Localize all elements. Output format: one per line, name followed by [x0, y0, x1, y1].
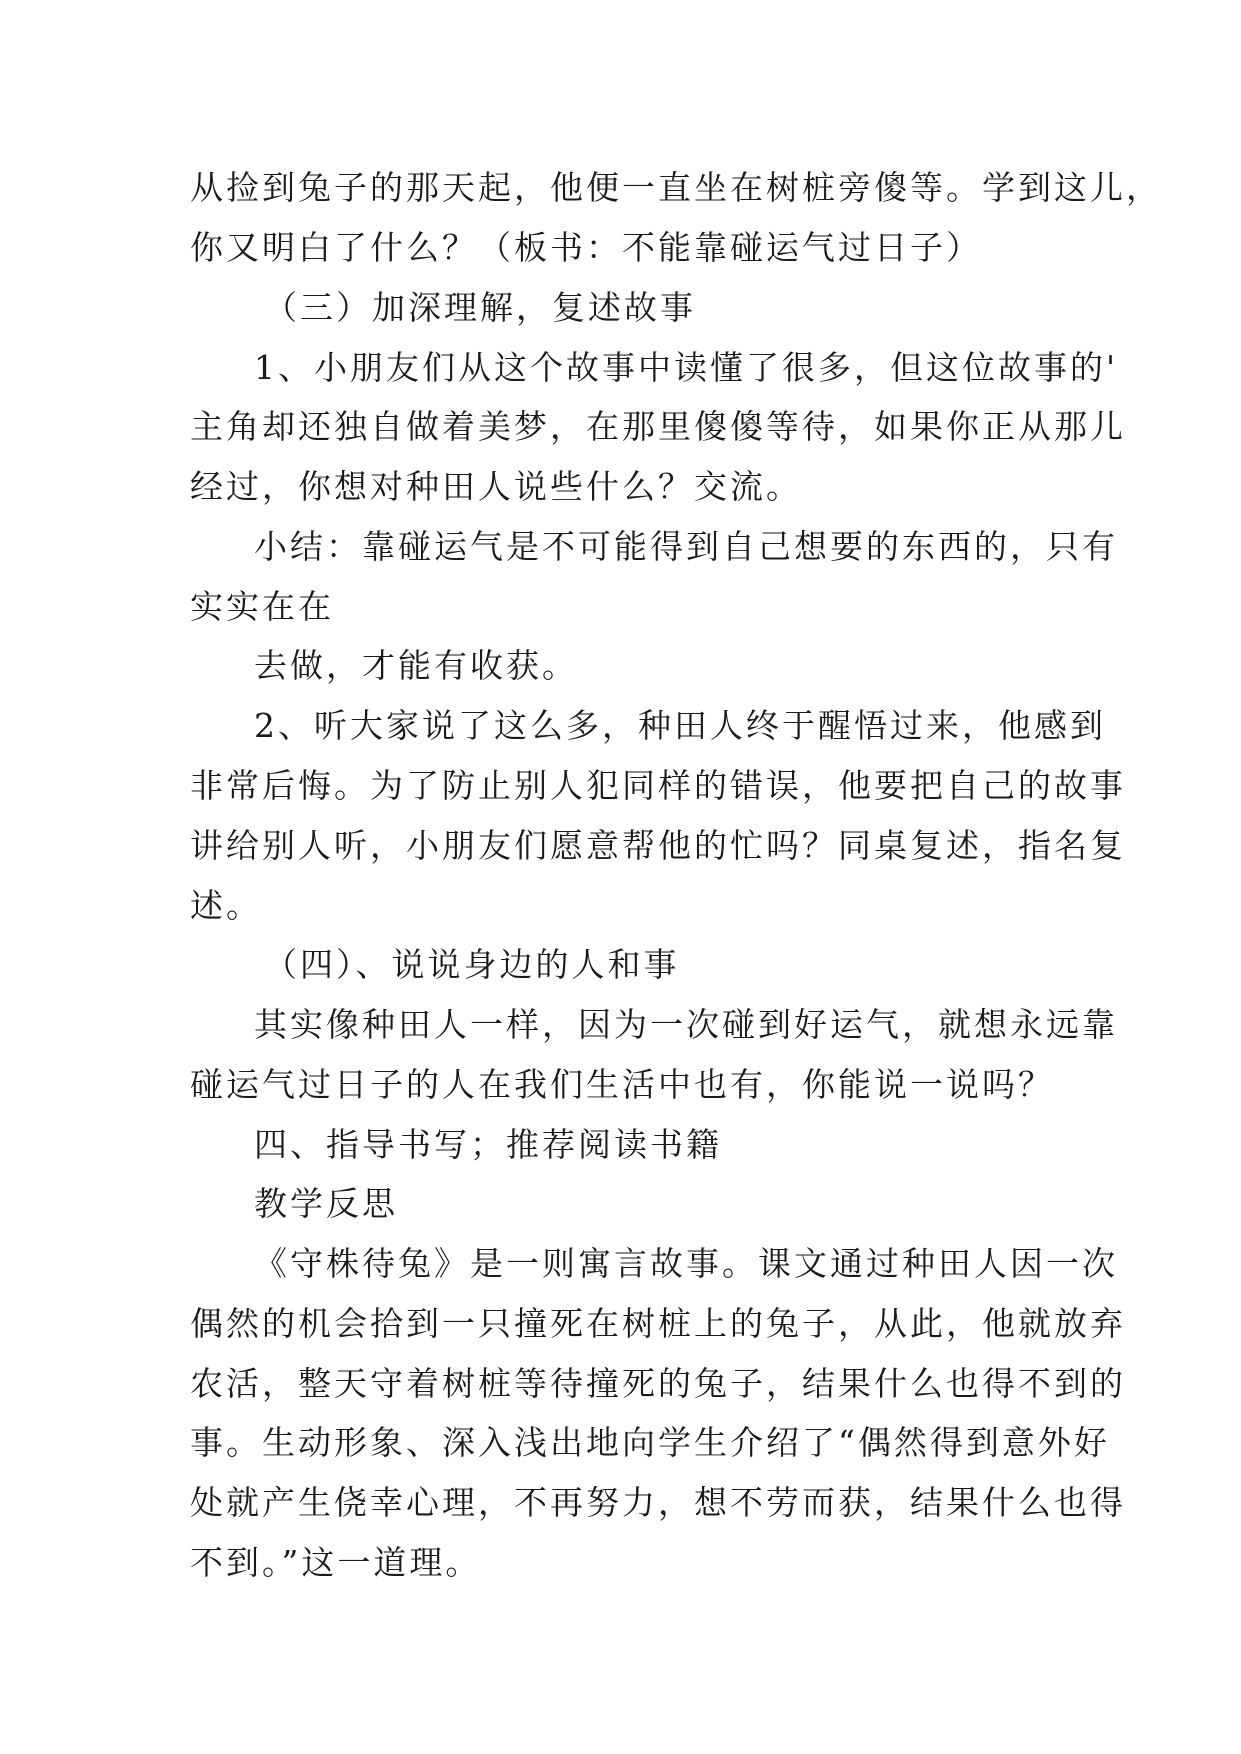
paragraph-line: 讲给别人听，小朋友们愿意帮他的忙吗？同桌复述，指名复 [190, 826, 1126, 865]
paragraph-line: 1、小朋友们从这个故事中读懂了很多，但这位故事的' [254, 348, 1119, 387]
paragraph-line: 偶然的机会拾到一只撞死在树桩上的兔子，从此，他就放弃 [190, 1304, 1126, 1343]
paragraph-line: 事。生动形象、深入浅出地向学生介绍了“偶然得到意外好 [190, 1423, 1110, 1462]
paragraph-line: 处就产生侥幸心理，不再努力，想不劳而获，结果什么也得 [190, 1483, 1126, 1522]
section-heading: 教学反思 [254, 1184, 398, 1223]
paragraph-line: 不到。”这一道理。 [190, 1543, 482, 1582]
section-heading: 四、指导书写；推荐阅读书籍 [254, 1125, 722, 1164]
section-heading: （四）、说说身边的人和事 [264, 945, 680, 984]
paragraph-line: 非常后悔。为了防止别人犯同样的错误，他要把自己的故事 [190, 766, 1126, 805]
paragraph-line: 碰运气过日子的人在我们生活中也有，你能说一说吗？ [190, 1065, 1054, 1104]
paragraph-line: 述。 [190, 886, 262, 925]
paragraph-line: 经过，你想对种田人说些什么？交流。 [190, 467, 802, 506]
paragraph-line: 主角却还独自做着美梦，在那里傻傻等待，如果你正从那儿 [190, 407, 1126, 446]
paragraph-line: 从捡到兔子的那天起，他便一直坐在树桩旁傻等。学到这儿， [190, 168, 1162, 207]
paragraph-line: 农活，整天守着树桩等待撞死的兔子，结果什么也得不到的 [190, 1364, 1126, 1403]
paragraph-line: 你又明白了什么？（板书：不能靠碰运气过日子） [190, 228, 982, 267]
paragraph-line: 2、听大家说了这么多，种田人终于醒悟过来，他感到 [254, 706, 1106, 745]
paragraph-line: 其实像种田人一样，因为一次碰到好运气，就想永远靠 [254, 1005, 1118, 1044]
section-heading: （三）加深理解，复述故事 [264, 288, 696, 327]
paragraph-line: 实实在在 [190, 587, 334, 626]
paragraph-line: 小结：靠碰运气是不可能得到自己想要的东西的，只有 [254, 527, 1118, 566]
paragraph-line: 去做，才能有收获。 [254, 646, 578, 685]
paragraph-line: 《守株待兔》是一则寓言故事。课文通过种田人因一次 [254, 1244, 1118, 1283]
